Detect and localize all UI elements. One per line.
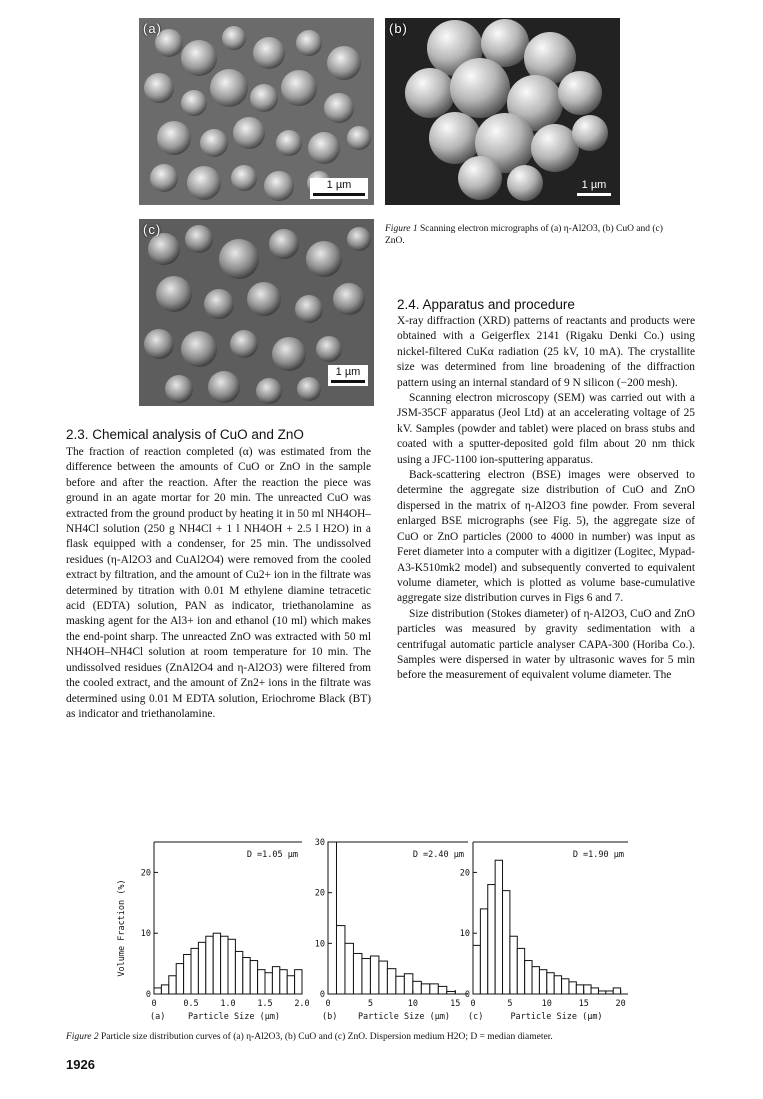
histogram-bar [345,943,353,994]
histogram-bar [447,991,455,994]
histogram-bar [539,970,546,994]
histogram-bar [413,981,421,994]
histogram-bar [198,942,205,994]
x-tick-label: 0 [470,999,476,1009]
chart-panel-label: (b) [322,1012,338,1022]
histogram-bar [258,970,265,994]
histogram-bar [287,976,294,994]
x-tick-label: 0 [151,999,157,1009]
y-tick-label: 0 [145,990,151,1000]
sem-micrograph-b [385,18,620,205]
panel-label-c: (c) [143,222,162,237]
chart-panel-label: (a) [150,1012,166,1022]
histogram-bar [272,967,279,994]
scale-bar-a [310,178,368,199]
histogram-bar [228,939,235,994]
histogram-bar [473,945,480,994]
histogram-bar [336,926,344,994]
section-2-3-heading: 2.3. Chemical analysis of CuO and ZnO [66,427,304,442]
median-annotation: D =1.05 µm [246,850,298,860]
histogram-bar [265,973,272,994]
histogram-bar [525,961,532,994]
x-tick-label: 20 [615,999,626,1009]
histogram-bar [488,885,495,994]
histogram-bar [510,936,517,994]
section-2-4-para-2: Scanning electron microscopy (SEM) was carried out with a JSM-35CF apparatus (Jeol Ltd) at an accelerating voltage of 25 kV. Samples (powder and tablet) were placed on brass stubs and coated with a sputter-deposited gold film about 20 nm thick using a JFC-1100 ion-sputtering apparatus. [397,392,695,466]
y-tick-label: 20 [314,888,325,899]
histogram-bar [404,974,412,994]
section-2-3-body: The fraction of reaction completed (α) was estimated from the difference between the amounts of CuO or ZnO in the sample before and after the reaction. After the reaction the piece was ground in an agate mortar for 20 min. The unreacted CuO was extracted from the ground product by heating it in 50 ml NH4OH–NH4Cl solution (250 g NH4Cl + 1 l NH4OH + 2.5 l H2O) in a flask equipped with a condenser, for 25 min. The undissolved residues (η-Al2O3 and CuAl2O4) were removed from the cooled extract by filtration, and the amount of Cu2+ ion in the filtrate was determined by titration with 0.01 M ethylene diamine tetracetic acid (EDTA) solution, PAN as indicator, triethanolamine as masking agent for the Al3+ ion and ethanol (10 ml) which makes the end-point sharp. The unreacted ZnO was extracted with 50 ml NH4OH–NH4Cl solution at room temperature for 10 min. The undissolved residues (ZnAl2O4 and η-Al2O3) were filtered from the cooled extract, and the amount of Zn2+ ions in the filtrate was determined using 0.01 M EDTA solution, Eriochrome Black (BT) as indicator and triethanolamine. [66,446,371,720]
histogram-bar [438,986,446,994]
histogram-bar [576,985,583,994]
x-tick-label: 2.0 [294,999,310,1009]
histogram-bar [235,951,242,994]
histogram-bar [191,948,198,994]
scale-bar-b [574,178,614,199]
section-2-4-heading: 2.4. Apparatus and procedure [397,297,575,312]
histogram-bar [613,988,620,994]
y-tick-label: 10 [140,929,151,940]
histogram-bar [184,954,191,994]
histogram-bar [430,984,438,994]
y-tick-label: 0 [319,990,325,1000]
histogram-bar [221,936,228,994]
x-tick-label: 10 [407,999,418,1009]
histogram-bar [295,970,302,994]
histogram-bar [161,985,168,994]
figure1-caption [385,223,685,247]
x-axis-label: Particle Size (µm) [510,1012,603,1022]
sem-texture-b [385,18,620,205]
histogram-bar [353,953,361,994]
figure2-caption-prefix: Figure 2 [66,1032,99,1042]
y-tick-label: 30 [314,838,325,848]
scale-label-c: 1 µm [335,366,361,378]
histogram-bar [250,961,257,994]
y-tick-label: 20 [140,868,151,879]
y-tick-label: 20 [459,868,470,879]
histogram-bar [547,973,554,994]
figure2-caption [66,1031,706,1043]
x-axis-label: Particle Size (µm) [357,1012,451,1022]
x-tick-label: 1.5 [257,999,273,1009]
right-column [397,297,695,684]
histogram-bar [169,976,176,994]
histogram-bar [598,991,605,994]
y-tick-label: 10 [314,939,325,950]
histogram-bar [554,976,561,994]
x-tick-label: 5 [367,999,373,1009]
histogram-bar [532,967,539,994]
y-axis-label: Volume Fraction (%) [117,879,127,977]
histogram-bar [517,948,524,994]
section-2-4-para-4: Size distribution (Stokes diameter) of η-Al2O3, CuO and ZnO particles was measured by gravity sedimentation with a centrifugal automatic particle analyser CAPA-300 (Horiba Co.). Samples were dispersed in water by ultrasonic waves for 5 min before the measurement of equivalent volume diameter. The [397,607,695,682]
histogram-bar [495,860,502,994]
sem-texture-a [139,18,374,205]
histogram-bar [243,958,250,994]
histogram-bar [328,842,336,994]
scale-label-a: 1 µm [326,179,352,191]
x-tick-label: 1.0 [220,999,236,1009]
histogram-bar [421,984,429,994]
x-tick-label: 5 [507,999,513,1009]
histogram-bar [606,991,613,994]
histogram-bar [280,970,287,994]
sem-micrograph-c [139,219,374,406]
scale-label-b: 1 µm [581,179,607,191]
figure2-caption-text: Particle size distribution curves of (a) η-Al2O3, (b) CuO and (c) ZnO. Dispersion medium H2O; D = median diameter. [101,1032,553,1042]
section-2-4-para-1: X-ray diffraction (XRD) patterns of reactants and products were obtained with a Geigerflex 2141 (Rigaku Denki Co.) using nickel-filtered CuKα radiation (25 kV, 10 mA). The crystallite size was determined from line broadening of the diffraction pattern using an internal standard of 9 N silicon (−200 mesh). [397,315,695,389]
panel-label-b: (b) [389,21,408,36]
x-tick-label: 15 [578,999,589,1009]
figure1-caption-text: Scanning electron micrographs of (a) η-Al2O3, (b) CuO and (c) ZnO. [385,224,663,246]
histogram-bar [176,964,183,994]
median-annotation: D =2.40 µm [412,850,464,860]
x-axis-label: Particle Size (µm) [187,1012,281,1022]
y-tick-label: 10 [459,929,470,940]
figure1-caption-prefix: Figure 1 [385,224,418,234]
histogram-bar [362,959,370,994]
histogram-bar [213,933,220,994]
x-tick-label: 10 [541,999,552,1009]
histogram-bar [387,969,395,994]
figure2-charts [110,828,650,1028]
y-tick-label: 0 [464,990,470,1000]
histogram-bar [569,982,576,994]
median-annotation: D =1.90 µm [572,850,624,860]
sem-micrograph-a [139,18,374,205]
histogram-bar [154,988,161,994]
left-column [66,427,371,722]
page-number: 1926 [66,1057,95,1072]
x-tick-label: 15 [450,999,461,1009]
histogram-bar [503,891,510,994]
histogram-bar [370,956,378,994]
histogram-bar [379,961,387,994]
chart-panel-label: (c) [468,1012,484,1022]
histogram-bar [562,979,569,994]
histogram-bar [591,988,598,994]
x-tick-label: 0 [325,999,331,1009]
histogram-bar [480,909,487,994]
x-tick-label: 0.5 [183,999,199,1009]
histogram-bar [584,985,591,994]
section-2-4-para-3: Back-scattering electron (BSE) images were observed to determine the aggregate size distribution of CuO and ZnO dispersed in the matrix of η-Al2O3 fine powder. From several enlarged BSE micrographs (see Fig. 5), the aggregate size of CuO or ZnO particles (2000 to 4000 in number) was input as Feret diameter into a computer with a digitizer (Logitec, Mypad-A3-K510mk2 model) and subsequently converted to equivalent volume diameter, which is plotted as volume base-cumulative aggregate size distribution curves in Figs 6 and 7. [397,469,695,605]
histogram-bar [206,936,213,994]
histogram-bar [396,976,404,994]
panel-label-a: (a) [143,21,162,36]
scale-bar-c [328,365,368,386]
